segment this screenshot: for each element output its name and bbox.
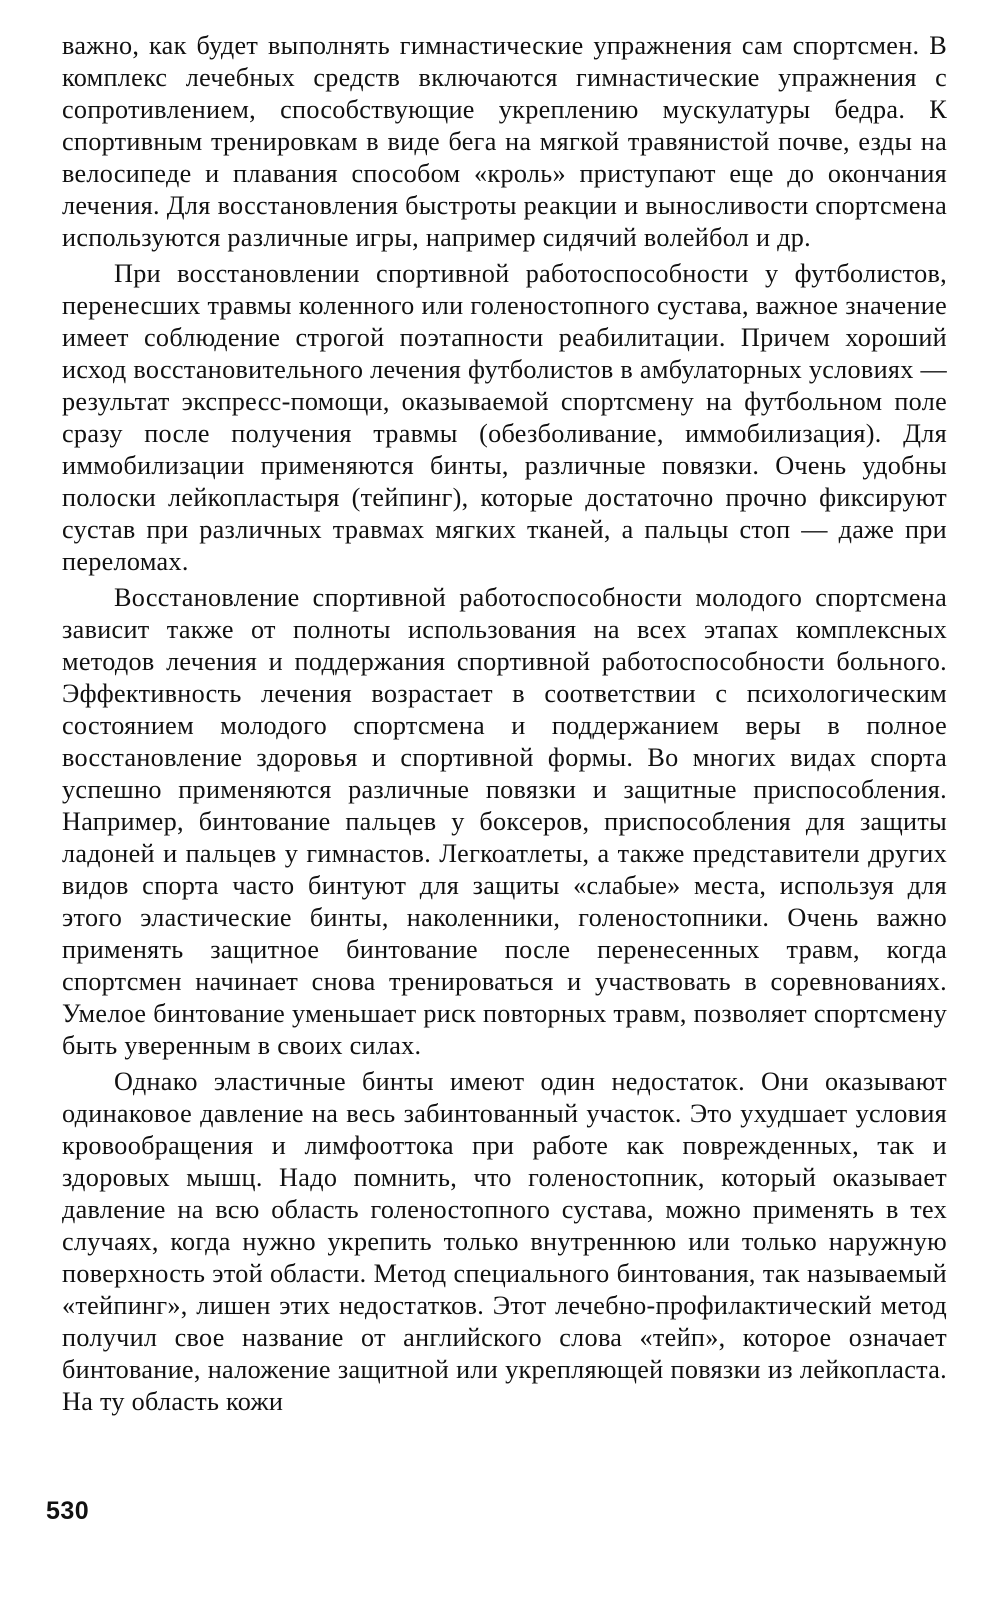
paragraph-1: важно, как будет выполнять гимнастические упражнения сам спортсмен. В комплекс лечебных средств включаются гимнастические упражнения с сопротивлением, способствующие укреплению мускулатуры бедра. К спортивным тренировкам в виде бега на мягкой травянистой почве, езды на велосипеде и плавания способом «кроль» приступают еще до окончания лечения. Для восстановления быстроты реакции и выносливости спортсмена используются различные игры, например сидячий волейбол и др. xyxy=(62,31,947,252)
page-number: 530 xyxy=(46,1497,90,1525)
paragraph-3: Восстановление спортивной работоспособности молодого спортсмена зависит также от полноты использования на всех этапах комплексных методов лечения и поддержания спортивной работоспособности больного. Эффективность лечения возрастает в соответствии с психологическим состоянием молодого спортсмена и поддержанием веры в полное восстановление здоровья и спортивной формы. Во многих видах спорта успешно применяются различные повязки и защитные приспособления. Например, бинтование пальцев у боксеров, приспособления для защиты ладоней и пальцев у гимнастов. Легкоатлеты, а также представители других видов спорта часто бинтуют для защиты «слабые» места, используя для этого эластические бинты, наколенники, голеностопники. Очень важно применять защитное бинтование после перенесенных травм, когда спортсмен начинает снова тренироваться и участвовать в соревнованиях. Умелое бинтование уменьшает риск повторных травм, позволяет спортсмену быть уверенным в своих силах. xyxy=(62,583,947,1060)
paragraph-2: При восстановлении спортивной работоспособности у футболистов, перенесших травмы коленного или голеностопного сустава, важное значение имеет соблюдение строгой поэтапности реабилитации. Причем хороший исход восстановительного лечения футболистов в амбулаторных условиях — результат экспресс-помощи, оказываемой спортсмену на футбольном поле сразу после получения травмы (обезболивание, иммобилизация). Для иммобилизации применяются бинты, различные повязки. Очень удобны полоски лейкопластыря (тейпинг), которые достаточно прочно фиксируют сустав при различных травмах мягких тканей, а пальцы стоп — даже при переломах. xyxy=(62,259,947,576)
page-body xyxy=(62,30,947,1422)
paragraph-4: Однако эластичные бинты имеют один недостаток. Они оказывают одинаковое давление на весь забинтованный участок. Это ухудшает условия кровообращения и лимфооттока при работе как поврежденных, так и здоровых мышц. Надо помнить, что голеностопник, который оказывает давление на всю область голеностопного сустава, можно применять в тех случаях, когда нужно укрепить только внутреннюю или только наружную поверхность этой области. Метод специального бинтования, так называемый «тейпинг», лишен этих недостатков. Этот лечебно-профилактический метод получил свое название от английского слова «тейп», которое означает бинтование, наложение защитной или укрепляющей повязки из лейкопласта. На ту область кожи xyxy=(62,1067,947,1416)
